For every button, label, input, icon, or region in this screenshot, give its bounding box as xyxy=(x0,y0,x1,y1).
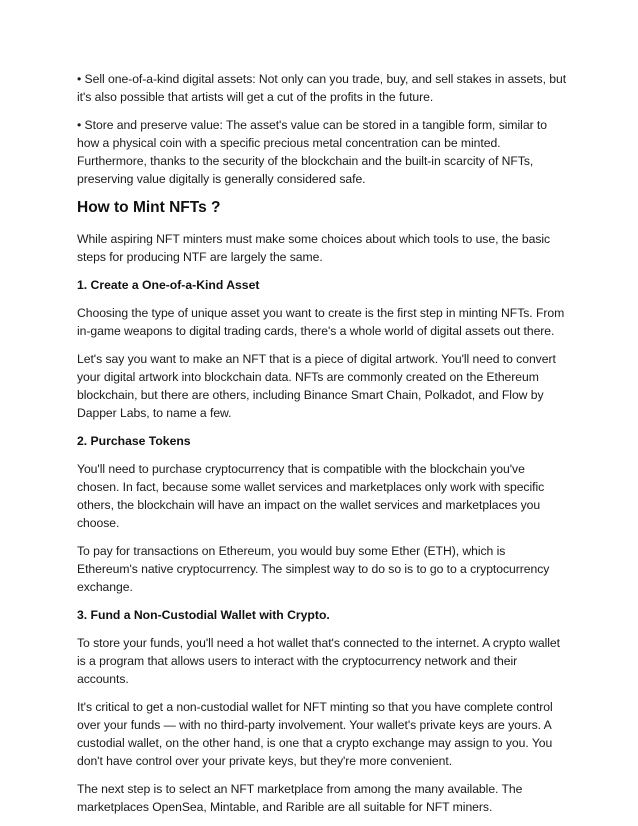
step-1-title: 1. Create a One-of-a-Kind Asset xyxy=(77,278,260,292)
step-2-title: 2. Purchase Tokens xyxy=(77,434,191,448)
step-3-title: 3. Fund a Non-Custodial Wallet with Crypto. xyxy=(77,608,330,622)
step-3-paragraph-3: The next step is to select an NFT marketplace from among the many available. The marketplaces OpenSea, Mintable, and Rarible are all suitable for NFT miners. xyxy=(77,782,523,814)
intro-paragraph: While aspiring NFT minters must make some choices about which tools to use, the basic steps for producing NTF are largely the same. xyxy=(77,232,551,264)
step-1-paragraph-2: Let's say you want to make an NFT that is a piece of digital artwork. You'll need to convert your digital artwork into blockchain data. NFTs are commonly created on the Ethereum blockchain, but there are others, including Binance Smart Chain, Polkadot, and Flow by Dapper Labs, to name a few. xyxy=(77,352,556,420)
bullet-store-value: • Store and preserve value: The asset's value can be stored in a tangible form, similar to how a physical coin with a specific precious metal concentration can be minted. Furthermore, thanks to the security of the blockchain and the built-in scarcity of NFTs, preserving value digitally is generally considered safe. xyxy=(77,118,547,186)
step-2-paragraph-1: You'll need to purchase cryptocurrency that is compatible with the blockchain you've chosen. In fact, because some wallet services and marketplaces only work with specific others, the blockchain will have an impact on the wallet services and marketplaces you choose. xyxy=(77,462,545,530)
document-page xyxy=(77,70,567,826)
step-3-paragraph-2: It's critical to get a non-custodial wallet for NFT minting so that you have complete control over your funds — with no third-party involvement. Your wallet's private keys are yours. A custodial wallet, on the other hand, is one that a crypto exchange may assign to you. You don't have control over your private keys, but they're more convenient. xyxy=(77,700,553,768)
section-heading: How to Mint NFTs ? xyxy=(77,199,221,216)
bullet-sell-assets: • Sell one-of-a-kind digital assets: Not only can you trade, buy, and sell stakes in assets, but it's also possible that artists will get a cut of the profits in the future. xyxy=(77,72,567,104)
step-2-paragraph-2: To pay for transactions on Ethereum, you would buy some Ether (ETH), which is Ethereum's native cryptocurrency. The simplest way to do so is to go to a cryptocurrency exchange. xyxy=(77,544,550,594)
step-3-paragraph-1: To store your funds, you'll need a hot wallet that's connected to the internet. A crypto wallet is a program that allows users to interact with the cryptocurrency network and their accounts. xyxy=(77,636,560,686)
step-1-paragraph-1: Choosing the type of unique asset you want to create is the first step in minting NFTs. From in-game weapons to digital trading cards, there's a whole world of digital assets out there. xyxy=(77,306,565,338)
